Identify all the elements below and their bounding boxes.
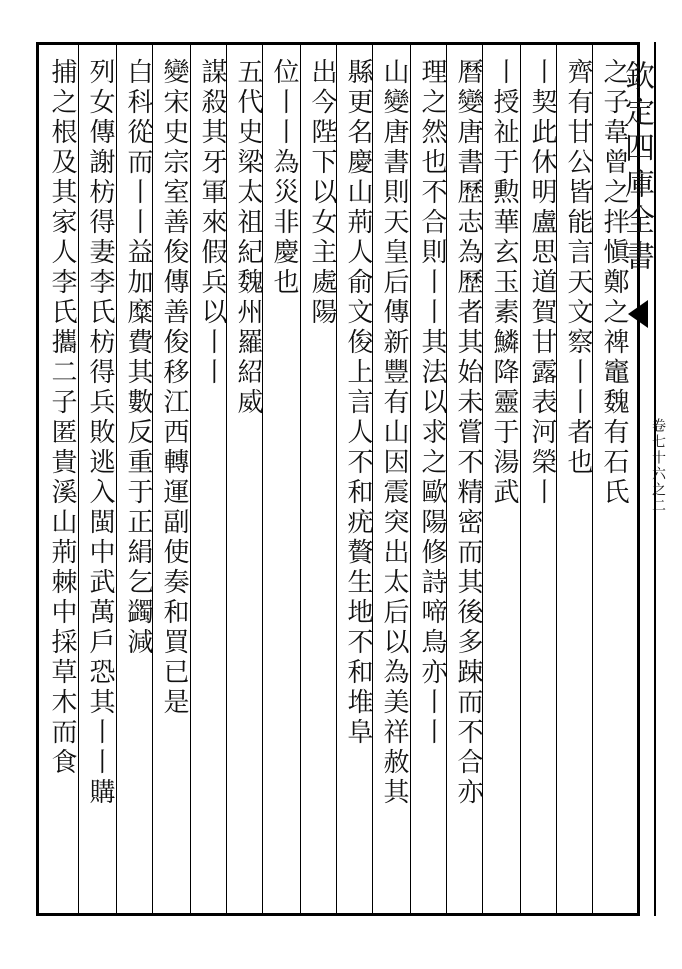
text-column: 齊有甘公皆能言天文察丨丨者也 bbox=[563, 58, 593, 478]
text-column: 白科從而丨丨益加糜費其數反重于正絹乞蠲減 bbox=[123, 58, 153, 658]
text-column: 捕之根及其家人李氏攜二子匿貴溪山荊棘中採草木而食 bbox=[47, 58, 77, 778]
text-column: 列女傳謝枋得妻李氏枋得兵敗逃入閩中武萬戶恐其丨丨購 bbox=[85, 58, 115, 808]
text-column: 位丨丨為災非慶也 bbox=[269, 58, 299, 298]
text-column: 縣更名慶山荊人俞文俊上言人不和疣贅生地不和堆阜 bbox=[343, 58, 373, 748]
text-column: 理之然也不合則丨丨其法以求之歐陽修詩啼鳥亦丨丨 bbox=[417, 58, 447, 748]
text-column: 曆變唐書歷志為歷者其始未嘗不精密而其後多踈而不合亦 bbox=[453, 58, 483, 808]
text-column: 變宋史宗室善俊傳善俊移江西轉運副使奏和買已是 bbox=[159, 58, 189, 718]
volume-label: 卷七十六之二 bbox=[650, 418, 666, 514]
header-title: 欽定四庫全書 bbox=[619, 60, 654, 276]
text-column: 五代史梁太祖紀魏州羅紹威 bbox=[233, 58, 263, 418]
text-column: 出今陛下以女主處陽 bbox=[307, 58, 337, 328]
text-column: 丨契此休明盧思道賀甘露表河榮丨 bbox=[527, 58, 557, 508]
text-column: 之子韋曾之拌愼鄭之禆竈魏有石氏 bbox=[599, 58, 629, 508]
text-column: 謀殺其牙軍來假兵以丨丨 bbox=[197, 58, 227, 388]
text-column: 山變唐書則天皇后傳新豐有山因震突出太后以為美祥赦其 bbox=[379, 58, 409, 808]
text-column: 丨授祉于勲華玄玉素鱗降靈于湯武 bbox=[489, 58, 519, 508]
